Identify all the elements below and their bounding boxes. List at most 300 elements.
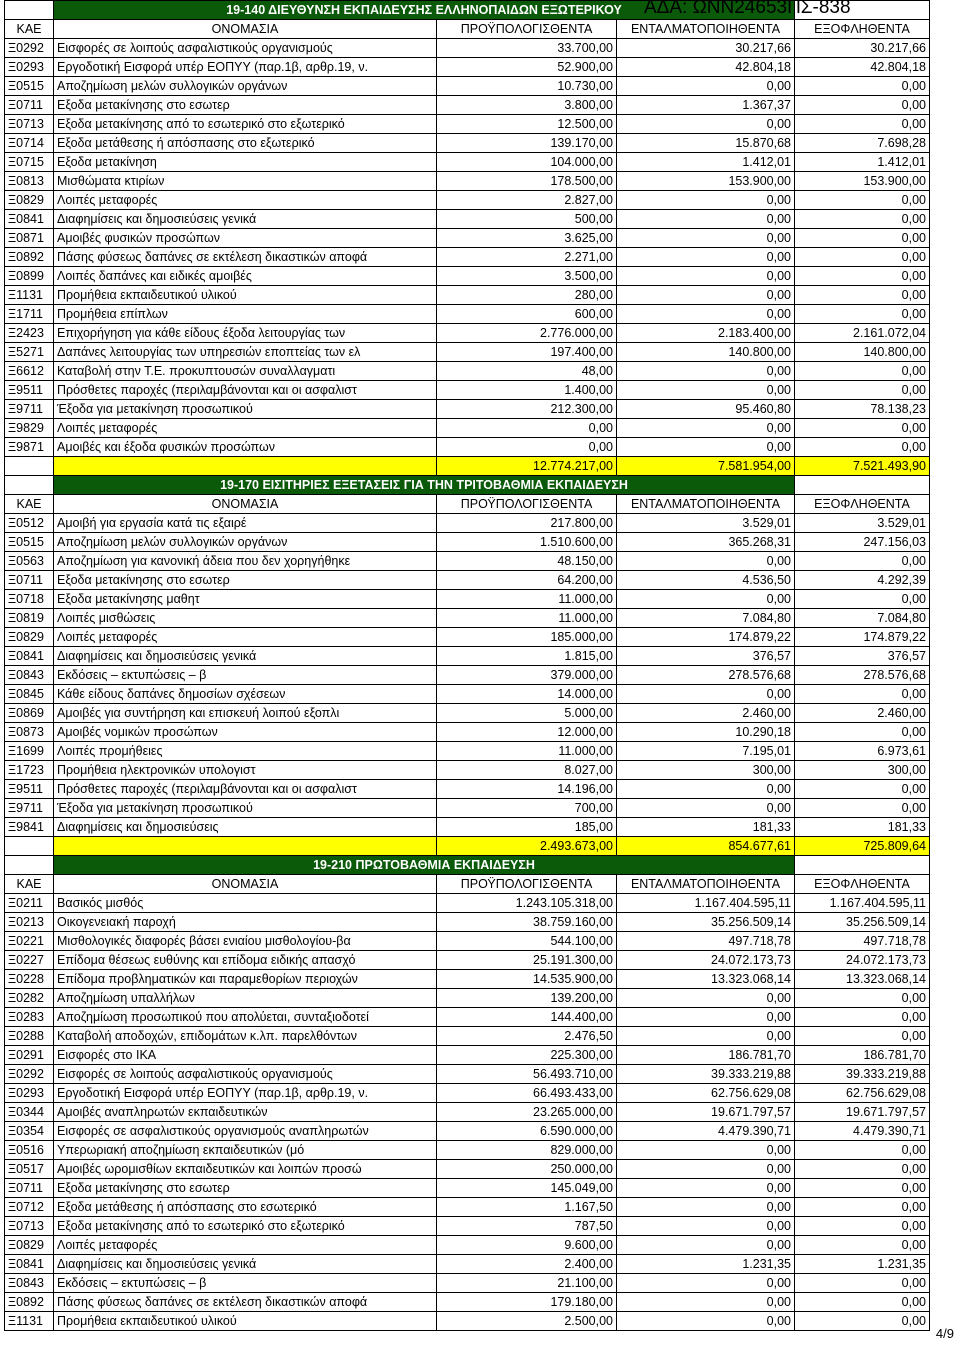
kae-code: Ξ0892	[5, 248, 54, 267]
table-row	[5, 1293, 930, 1312]
paid-value: 153.900,00	[795, 172, 930, 191]
table-row	[5, 552, 930, 571]
committed-value: 0,00	[617, 305, 795, 324]
kae-code: Ξ0715	[5, 153, 54, 172]
header-budget: ΠΡΟΫΠΟΛΟΓΙΣΘΕΝΤΑ	[437, 875, 617, 894]
committed-value: 174.879,22	[617, 628, 795, 647]
paid-value: 0,00	[795, 685, 930, 704]
committed-value: 0,00	[617, 989, 795, 1008]
blank-cell	[5, 476, 54, 495]
header-paid: ΕΞΟΦΛΗΘΕΝΤΑ	[795, 20, 930, 39]
kae-code: Ξ0873	[5, 723, 54, 742]
committed-value: 10.290,18	[617, 723, 795, 742]
kae-code: Ξ0515	[5, 77, 54, 96]
committed-value: 1.412,01	[617, 153, 795, 172]
item-name: Λοιπές μεταφορές	[54, 1236, 437, 1255]
table-row	[5, 628, 930, 647]
committed-value: 0,00	[617, 1160, 795, 1179]
item-name: Εξοδα μετακίνηση	[54, 153, 437, 172]
committed-value: 186.781,70	[617, 1046, 795, 1065]
total-row	[5, 457, 930, 476]
ada-watermark: ΑΔΑ: ΩΝΝ24653ΠΣ-838	[644, 0, 851, 18]
budget-value: 1.400,00	[437, 381, 617, 400]
paid-value: 497.718,78	[795, 932, 930, 951]
kae-code: Ξ0871	[5, 229, 54, 248]
header-name: ΟΝΟΜΑΣΙΑ	[54, 20, 437, 39]
kae-code: Ξ9871	[5, 438, 54, 457]
kae-code: Ξ0714	[5, 134, 54, 153]
budget-value: 12.000,00	[437, 723, 617, 742]
budget-value: 64.200,00	[437, 571, 617, 590]
table-row	[5, 818, 930, 837]
total-paid: 7.521.493,90	[795, 457, 930, 476]
committed-value: 365.268,31	[617, 533, 795, 552]
kae-code: Ξ0711	[5, 1179, 54, 1198]
header-name: ΟΝΟΜΑΣΙΑ	[54, 495, 437, 514]
committed-value: 2.183.400,00	[617, 324, 795, 343]
budget-value: 250.000,00	[437, 1160, 617, 1179]
kae-code: Ξ0843	[5, 666, 54, 685]
section-title-row	[5, 856, 930, 875]
paid-value: 0,00	[795, 1274, 930, 1293]
kae-code: Ξ0211	[5, 894, 54, 913]
budget-table	[4, 0, 930, 1331]
committed-value: 0,00	[617, 780, 795, 799]
item-name: Αμοιβές για συντήρηση και επισκευή λοιπού εξοπλι	[54, 704, 437, 723]
item-name: Εργοδοτική Εισφορά υπέρ ΕΟΠΥΥ (παρ.1β, αρθρ.19, ν.	[54, 1084, 437, 1103]
kae-code: Ξ0293	[5, 1084, 54, 1103]
item-name: Προμήθεια εκπαιδευτικού υλικού	[54, 286, 437, 305]
paid-value: 0,00	[795, 780, 930, 799]
committed-value: 0,00	[617, 1236, 795, 1255]
kae-code: Ξ0291	[5, 1046, 54, 1065]
table-row	[5, 647, 930, 666]
budget-value: 52.900,00	[437, 58, 617, 77]
table-row	[5, 1141, 930, 1160]
paid-value: 3.529,01	[795, 514, 930, 533]
item-name: Διαφημίσεις και δημοσιεύσεις γενικά	[54, 210, 437, 229]
budget-value: 5.000,00	[437, 704, 617, 723]
paid-value: 0,00	[795, 1217, 930, 1236]
paid-value: 174.879,22	[795, 628, 930, 647]
table-row	[5, 533, 930, 552]
table-row	[5, 39, 930, 58]
table-row	[5, 305, 930, 324]
kae-code: Ξ0713	[5, 115, 54, 134]
item-name: Αποζημίωση μελών συλλογικών οργάνων	[54, 77, 437, 96]
paid-value: 140.800,00	[795, 343, 930, 362]
item-name: Αποζημίωση για κανονική άδεια που δεν χορηγήθηκε	[54, 552, 437, 571]
item-name: Λοιπές προμήθειες	[54, 742, 437, 761]
total-budget: 2.493.673,00	[437, 837, 617, 856]
blank-cell	[5, 457, 54, 476]
item-name: Εξοδα μετακίνησης μαθητ	[54, 590, 437, 609]
table-row	[5, 780, 930, 799]
item-name: Εξοδα μετακίνησης στο εσωτερ	[54, 571, 437, 590]
item-name: Αποζημίωση μελών συλλογικών οργάνων	[54, 533, 437, 552]
budget-value: 12.500,00	[437, 115, 617, 134]
committed-value: 24.072.173,73	[617, 951, 795, 970]
kae-code: Ξ0282	[5, 989, 54, 1008]
header-kae: ΚΑΕ	[5, 20, 54, 39]
committed-value: 376,57	[617, 647, 795, 666]
budget-value: 225.300,00	[437, 1046, 617, 1065]
paid-value: 0,00	[795, 723, 930, 742]
committed-value: 300,00	[617, 761, 795, 780]
item-name: Εξοδα μετακίνησης από το εσωτερικό στο εξωτερικό	[54, 115, 437, 134]
kae-code: Ξ0515	[5, 533, 54, 552]
committed-value: 1.367,37	[617, 96, 795, 115]
table-row	[5, 932, 930, 951]
paid-value: 24.072.173,73	[795, 951, 930, 970]
paid-value: 0,00	[795, 1160, 930, 1179]
budget-value: 197.400,00	[437, 343, 617, 362]
budget-value: 2.476,50	[437, 1027, 617, 1046]
item-name: Εισφορές σε λοιπούς ασφαλιστικούς οργανισμούς	[54, 1065, 437, 1084]
table-row	[5, 153, 930, 172]
item-name: Εξοδα μετάθεσης ή απόσπασης στο εσωτερικό	[54, 1198, 437, 1217]
kae-code: Ξ0227	[5, 951, 54, 970]
budget-value: 3.625,00	[437, 229, 617, 248]
paid-value: 7.084,80	[795, 609, 930, 628]
committed-value: 0,00	[617, 1141, 795, 1160]
table-row	[5, 951, 930, 970]
paid-value: 278.576,68	[795, 666, 930, 685]
paid-value: 0,00	[795, 552, 930, 571]
kae-code: Ξ0718	[5, 590, 54, 609]
kae-code: Ξ1699	[5, 742, 54, 761]
total-committed: 7.581.954,00	[617, 457, 795, 476]
table-row	[5, 343, 930, 362]
budget-value: 139.200,00	[437, 989, 617, 1008]
total-committed: 854.677,61	[617, 837, 795, 856]
header-budget: ΠΡΟΫΠΟΛΟΓΙΣΘΕΝΤΑ	[437, 20, 617, 39]
table-row	[5, 1103, 930, 1122]
paid-value: 19.671.797,57	[795, 1103, 930, 1122]
table-row	[5, 400, 930, 419]
committed-value: 0,00	[617, 1027, 795, 1046]
kae-code: Ξ0221	[5, 932, 54, 951]
table-row	[5, 210, 930, 229]
kae-code: Ξ9711	[5, 400, 54, 419]
budget-value: 14.000,00	[437, 685, 617, 704]
table-row	[5, 913, 930, 932]
committed-value: 0,00	[617, 286, 795, 305]
kae-code: Ξ9511	[5, 780, 54, 799]
total-paid: 725.809,64	[795, 837, 930, 856]
paid-value: 62.756.629,08	[795, 1084, 930, 1103]
item-name: Βασικός μισθός	[54, 894, 437, 913]
budget-value: 544.100,00	[437, 932, 617, 951]
kae-code: Ξ9841	[5, 818, 54, 837]
header-paid: ΕΞΟΦΛΗΘΕΝΤΑ	[795, 875, 930, 894]
table-row	[5, 419, 930, 438]
committed-value: 153.900,00	[617, 172, 795, 191]
header-kae: ΚΑΕ	[5, 495, 54, 514]
item-name: Υπερωριακή αποζημίωση εκπαιδευτικών (μό	[54, 1141, 437, 1160]
table-row	[5, 666, 930, 685]
budget-value: 38.759.160,00	[437, 913, 617, 932]
item-name: Προμήθεια επίπλων	[54, 305, 437, 324]
paid-value: 186.781,70	[795, 1046, 930, 1065]
budget-value: 600,00	[437, 305, 617, 324]
committed-value: 0,00	[617, 115, 795, 134]
total-label-cell	[54, 457, 437, 476]
budget-value: 212.300,00	[437, 400, 617, 419]
item-name: Αμοιβές φυσικών προσώπων	[54, 229, 437, 248]
item-name: Διαφημίσεις και δημοσιεύσεις γενικά	[54, 647, 437, 666]
header-budget: ΠΡΟΫΠΟΛΟΓΙΣΘΕΝΤΑ	[437, 495, 617, 514]
kae-code: Ξ5271	[5, 343, 54, 362]
committed-value: 0,00	[617, 438, 795, 457]
budget-value: 500,00	[437, 210, 617, 229]
committed-value: 0,00	[617, 799, 795, 818]
budget-value: 3.500,00	[437, 267, 617, 286]
committed-value: 30.217,66	[617, 39, 795, 58]
committed-value: 0,00	[617, 248, 795, 267]
item-name: Εργοδοτική Εισφορά υπέρ ΕΟΠΥΥ (παρ.1β, αρθρ.19, ν.	[54, 58, 437, 77]
item-name: Λοιπές μεταφορές	[54, 628, 437, 647]
column-header-row	[5, 20, 930, 39]
header-committed: ΕΝΤΑΛΜΑΤΟΠΟΙΗΘΕΝΤΑ	[617, 495, 795, 514]
paid-value: 0,00	[795, 590, 930, 609]
table-row	[5, 115, 930, 134]
kae-code: Ξ0711	[5, 571, 54, 590]
item-name: Δαπάνες λειτουργίας των υπηρεσιών εποπτείας των ελ	[54, 343, 437, 362]
table-row	[5, 571, 930, 590]
kae-code: Ξ0892	[5, 1293, 54, 1312]
table-row	[5, 1008, 930, 1027]
kae-code: Ξ0845	[5, 685, 54, 704]
header-kae: ΚΑΕ	[5, 875, 54, 894]
table-row	[5, 1198, 930, 1217]
budget-value: 48.150,00	[437, 552, 617, 571]
paid-value: 0,00	[795, 286, 930, 305]
committed-value: 19.671.797,57	[617, 1103, 795, 1122]
budget-value: 139.170,00	[437, 134, 617, 153]
committed-value: 4.479.390,71	[617, 1122, 795, 1141]
item-name: Επίδομα θέσεως ευθύνης και επίδομα ειδικής απασχό	[54, 951, 437, 970]
committed-value: 0,00	[617, 552, 795, 571]
budget-sheet	[4, 0, 929, 1331]
table-row	[5, 1046, 930, 1065]
table-row	[5, 723, 930, 742]
kae-code: Ξ0841	[5, 210, 54, 229]
paid-value: 1.412,01	[795, 153, 930, 172]
table-row	[5, 229, 930, 248]
budget-value: 829.000,00	[437, 1141, 617, 1160]
table-row	[5, 248, 930, 267]
table-row	[5, 514, 930, 533]
item-name: Εισφορές στο ΙΚΑ	[54, 1046, 437, 1065]
committed-value: 0,00	[617, 1179, 795, 1198]
budget-value: 178.500,00	[437, 172, 617, 191]
item-name: Μισθώματα κτιρίων	[54, 172, 437, 191]
kae-code: Ξ0843	[5, 1274, 54, 1293]
paid-value: 4.479.390,71	[795, 1122, 930, 1141]
table-row	[5, 1160, 930, 1179]
kae-code: Ξ0516	[5, 1141, 54, 1160]
committed-value: 0,00	[617, 210, 795, 229]
blank-cell	[5, 837, 54, 856]
paid-value: 0,00	[795, 96, 930, 115]
committed-value: 7.084,80	[617, 609, 795, 628]
paid-value: 0,00	[795, 381, 930, 400]
budget-value: 3.800,00	[437, 96, 617, 115]
kae-code: Ξ0819	[5, 609, 54, 628]
item-name: Μισθολογικές διαφορές βάσει ενιαίου μισθολογίου-βα	[54, 932, 437, 951]
total-budget: 12.774.217,00	[437, 457, 617, 476]
committed-value: 0,00	[617, 685, 795, 704]
header-paid: ΕΞΟΦΛΗΘΕΝΤΑ	[795, 495, 930, 514]
item-name: Εξοδα μετάθεσης ή απόσπασης στο εξωτερικό	[54, 134, 437, 153]
kae-code: Ξ0344	[5, 1103, 54, 1122]
committed-value: 3.529,01	[617, 514, 795, 533]
item-name: Εξοδα μετακίνησης από το εσωτερικό στο εξωτερικό	[54, 1217, 437, 1236]
item-name: Αμοιβές νομικών προσώπων	[54, 723, 437, 742]
budget-value: 379.000,00	[437, 666, 617, 685]
budget-value: 8.027,00	[437, 761, 617, 780]
committed-value: 15.870,68	[617, 134, 795, 153]
paid-value: 0,00	[795, 115, 930, 134]
table-row	[5, 1274, 930, 1293]
committed-value: 140.800,00	[617, 343, 795, 362]
table-row	[5, 1255, 930, 1274]
table-row	[5, 134, 930, 153]
kae-code: Ξ0841	[5, 647, 54, 666]
committed-value: 0,00	[617, 1293, 795, 1312]
blank-cell	[795, 476, 930, 495]
paid-value: 0,00	[795, 210, 930, 229]
table-row	[5, 58, 930, 77]
table-row	[5, 1065, 930, 1084]
budget-value: 14.196,00	[437, 780, 617, 799]
paid-value: 78.138,23	[795, 400, 930, 419]
table-row	[5, 267, 930, 286]
blank-cell	[5, 1, 54, 20]
paid-value: 0,00	[795, 438, 930, 457]
paid-value: 247.156,03	[795, 533, 930, 552]
kae-code: Ξ6612	[5, 362, 54, 381]
table-row	[5, 685, 930, 704]
item-name: Έξοδα για μετακίνηση προσωπικού	[54, 400, 437, 419]
kae-code: Ξ1131	[5, 1312, 54, 1331]
item-name: Καταβολή αποδοχών, επιδομάτων κ.λπ. παρελθόντων	[54, 1027, 437, 1046]
table-row	[5, 96, 930, 115]
budget-value: 6.590.000,00	[437, 1122, 617, 1141]
paid-value: 181,33	[795, 818, 930, 837]
table-row	[5, 362, 930, 381]
budget-value: 14.535.900,00	[437, 970, 617, 989]
kae-code: Ξ1711	[5, 305, 54, 324]
kae-code: Ξ0813	[5, 172, 54, 191]
table-row	[5, 324, 930, 343]
budget-value: 1.815,00	[437, 647, 617, 666]
paid-value: 0,00	[795, 1027, 930, 1046]
paid-value: 0,00	[795, 267, 930, 286]
kae-code: Ξ1723	[5, 761, 54, 780]
kae-code: Ξ9511	[5, 381, 54, 400]
committed-value: 0,00	[617, 590, 795, 609]
table-row	[5, 1236, 930, 1255]
paid-value: 376,57	[795, 647, 930, 666]
section-title: 19-140 ΔΙΕΥΘΥΝΣΗ ΕΚΠΑΙΔΕΥΣΗΣ ΕΛΛΗΝΟΠΑΙΔΩΝ ΕΞΩΤΕΡΙΚΟΥ	[54, 1, 795, 20]
budget-value: 700,00	[437, 799, 617, 818]
budget-value: 144.400,00	[437, 1008, 617, 1027]
item-name: Πάσης φύσεως δαπάνες σε εκτέλεση δικαστικών αποφά	[54, 1293, 437, 1312]
budget-value: 48,00	[437, 362, 617, 381]
kae-code: Ξ1131	[5, 286, 54, 305]
committed-value: 0,00	[617, 1008, 795, 1027]
item-name: Λοιπές μεταφορές	[54, 419, 437, 438]
item-name: Έξοδα για μετακίνηση προσωπικού	[54, 799, 437, 818]
item-name: Πάσης φύσεως δαπάνες σε εκτέλεση δικαστικών αποφά	[54, 248, 437, 267]
kae-code: Ξ0517	[5, 1160, 54, 1179]
paid-value: 0,00	[795, 1293, 930, 1312]
header-committed: ΕΝΤΑΛΜΑΤΟΠΟΙΗΘΕΝΤΑ	[617, 20, 795, 39]
table-row	[5, 191, 930, 210]
item-name: Διαφημίσεις και δημοσιεύσεις γενικά	[54, 1255, 437, 1274]
item-name: Εισφορές σε ασφαλιστικούς οργανισμούς αναπληρωτών	[54, 1122, 437, 1141]
kae-code: Ξ0712	[5, 1198, 54, 1217]
kae-code: Ξ0841	[5, 1255, 54, 1274]
table-row	[5, 609, 930, 628]
paid-value: 0,00	[795, 1141, 930, 1160]
budget-value: 10.730,00	[437, 77, 617, 96]
budget-value: 21.100,00	[437, 1274, 617, 1293]
budget-value: 25.191.300,00	[437, 951, 617, 970]
kae-code: Ξ0292	[5, 39, 54, 58]
column-header-row	[5, 495, 930, 514]
section-title: 19-210 ΠΡΩΤΟΒΑΘΜΙΑ ΕΚΠΑΙΔΕΥΣΗ	[54, 856, 795, 875]
item-name: Εκδόσεις – εκτυπώσεις – β	[54, 1274, 437, 1293]
paid-value: 1.231,35	[795, 1255, 930, 1274]
kae-code: Ξ0228	[5, 970, 54, 989]
paid-value: 30.217,66	[795, 39, 930, 58]
item-name: Λοιπές μεταφορές	[54, 191, 437, 210]
budget-value: 787,50	[437, 1217, 617, 1236]
budget-value: 217.800,00	[437, 514, 617, 533]
budget-value: 11.000,00	[437, 742, 617, 761]
paid-value: 0,00	[795, 1312, 930, 1331]
budget-value: 179.180,00	[437, 1293, 617, 1312]
kae-code: Ξ0288	[5, 1027, 54, 1046]
table-row	[5, 894, 930, 913]
committed-value: 1.231,35	[617, 1255, 795, 1274]
item-name: Αμοιβές και έξοδα φυσικών προσώπων	[54, 438, 437, 457]
committed-value: 0,00	[617, 362, 795, 381]
table-row	[5, 1217, 930, 1236]
paid-value: 6.973,61	[795, 742, 930, 761]
budget-value: 0,00	[437, 438, 617, 457]
kae-code: Ξ0829	[5, 628, 54, 647]
table-row	[5, 704, 930, 723]
paid-value: 13.323.068,14	[795, 970, 930, 989]
kae-code: Ξ0354	[5, 1122, 54, 1141]
item-name: Προμήθεια εκπαιδευτικού υλικού	[54, 1312, 437, 1331]
paid-value: 0,00	[795, 989, 930, 1008]
column-header-row	[5, 875, 930, 894]
total-label-cell	[54, 837, 437, 856]
table-row	[5, 989, 930, 1008]
budget-value: 185,00	[437, 818, 617, 837]
budget-value: 2.776.000,00	[437, 324, 617, 343]
item-name: Εξοδα μετακίνησης στο εσωτερ	[54, 1179, 437, 1198]
item-name: Αμοιβή για εργασία κατά τις εξαιρέ	[54, 514, 437, 533]
budget-value: 0,00	[437, 419, 617, 438]
table-row	[5, 1179, 930, 1198]
committed-value: 7.195,01	[617, 742, 795, 761]
